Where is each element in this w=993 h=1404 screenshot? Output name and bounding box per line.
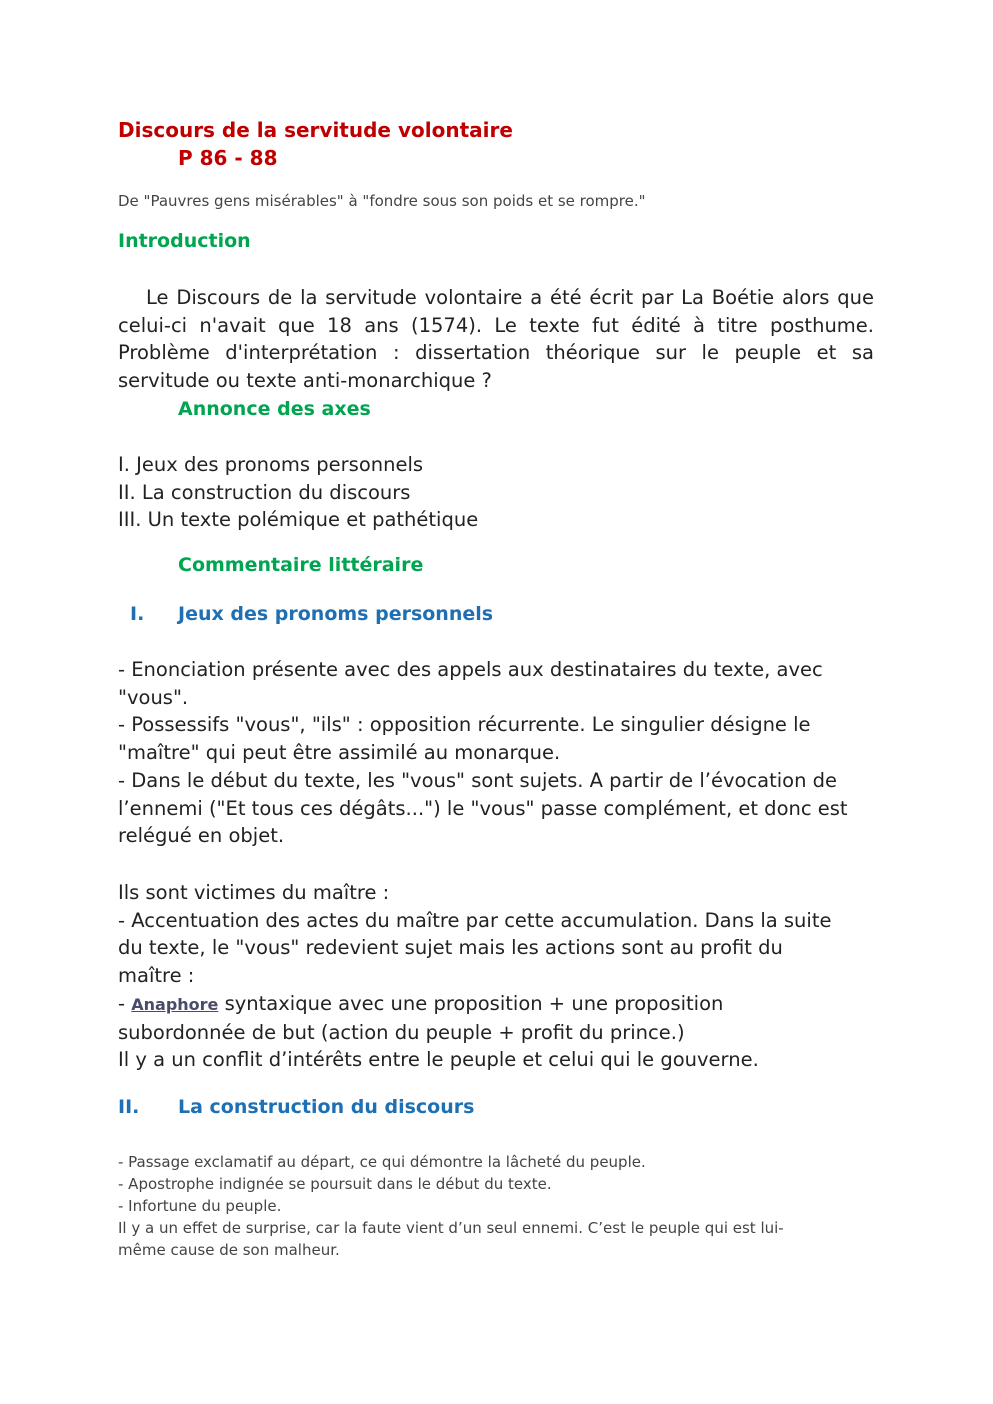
text-line: Il y a un conflit d’intérêts entre le peuple et celui qui le gouverne. [118,1048,759,1072]
text-line: subordonnée de but (action du peuple + profit du prince.) [118,1020,685,1044]
text-line: Il y a un effet de surprise, car la faute vient d’un seul ennemi. C’est le peuple qui est lui- [118,1219,784,1237]
text-line: - Dans le début du texte, les "vous" sont sujets. A partir de l’évocation de [118,768,838,792]
commentary-heading: Commentaire littéraire [178,554,424,576]
anaphore-line [118,990,831,1019]
text-line: même cause de son malheur. [118,1241,340,1259]
excerpt-bounds: De "Pauvres gens misérables" à "fondre sous son poids et se rompre." [118,192,646,210]
axis-item: I. Jeux des pronoms personnels [118,453,424,476]
section2-title: La construction du discours [178,1096,475,1118]
text-line: "maître" qui peut être assimilé au monarque. [118,741,561,765]
text-line: - Enonciation présente avec des appels aux destinataires du texte, avec [118,658,823,681]
page-range: P 86 - 88 [178,146,278,170]
text-line: - Possessifs "vous", "ils" : opposition récurrente. Le singulier désigne le [118,713,811,737]
document-title: Discours de la servitude volontaire [118,118,513,142]
text-line: l’ennemi ("Et tous ces dégâts...") le "vous" passe complément, et donc est [118,796,848,820]
section2-number: II. [118,1096,140,1118]
axis-item: II. La construction du discours [118,480,411,504]
text-line: - Accentuation des actes du maître par cette accumulation. Dans la suite [118,908,832,932]
axes-list [118,451,478,534]
text-line: du texte, le "vous" redevient sujet mais les actions sont au profit du [118,936,783,960]
text-line: relégué en objet. [118,824,285,848]
section1-title: Jeux des pronoms personnels [178,603,494,625]
text-line: - Infortune du peuple. [118,1197,282,1215]
section1-number: I. [130,603,145,625]
section1-block-b [118,879,831,1074]
introduction-paragraph: Le Discours de la servitude volontaire a été écrit par La Boétie alors que celui-ci n'avait que 18 ans (1574). Le texte fut édité à titre posthume. Problème d'interprétation : dissertation théorique sur le peuple et sa servitude ou texte anti-monarchique ? [118,286,874,393]
introduction-heading: Introduction [118,230,251,252]
axes-heading: Annonce des axes [178,398,371,420]
anaphore-link[interactable]: Anaphore [131,994,219,1014]
axis-item: III. Un texte polémique et pathétique [118,508,479,532]
text-line: - Apostrophe indignée se poursuit dans le début du texte. [118,1175,552,1193]
text-line: maître : [118,964,195,988]
text-line: Ils sont victimes du maître : [118,881,390,904]
anaphore-prefix: - [118,991,132,1015]
anaphore-rest: syntaxique avec une proposition + une proposition [218,991,724,1015]
text-line: "vous". [118,685,189,709]
section1-block-a [118,656,848,850]
text-line: - Passage exclamatif au départ, ce qui démontre la lâcheté du peuple. [118,1153,646,1171]
section2-block [118,1151,784,1261]
